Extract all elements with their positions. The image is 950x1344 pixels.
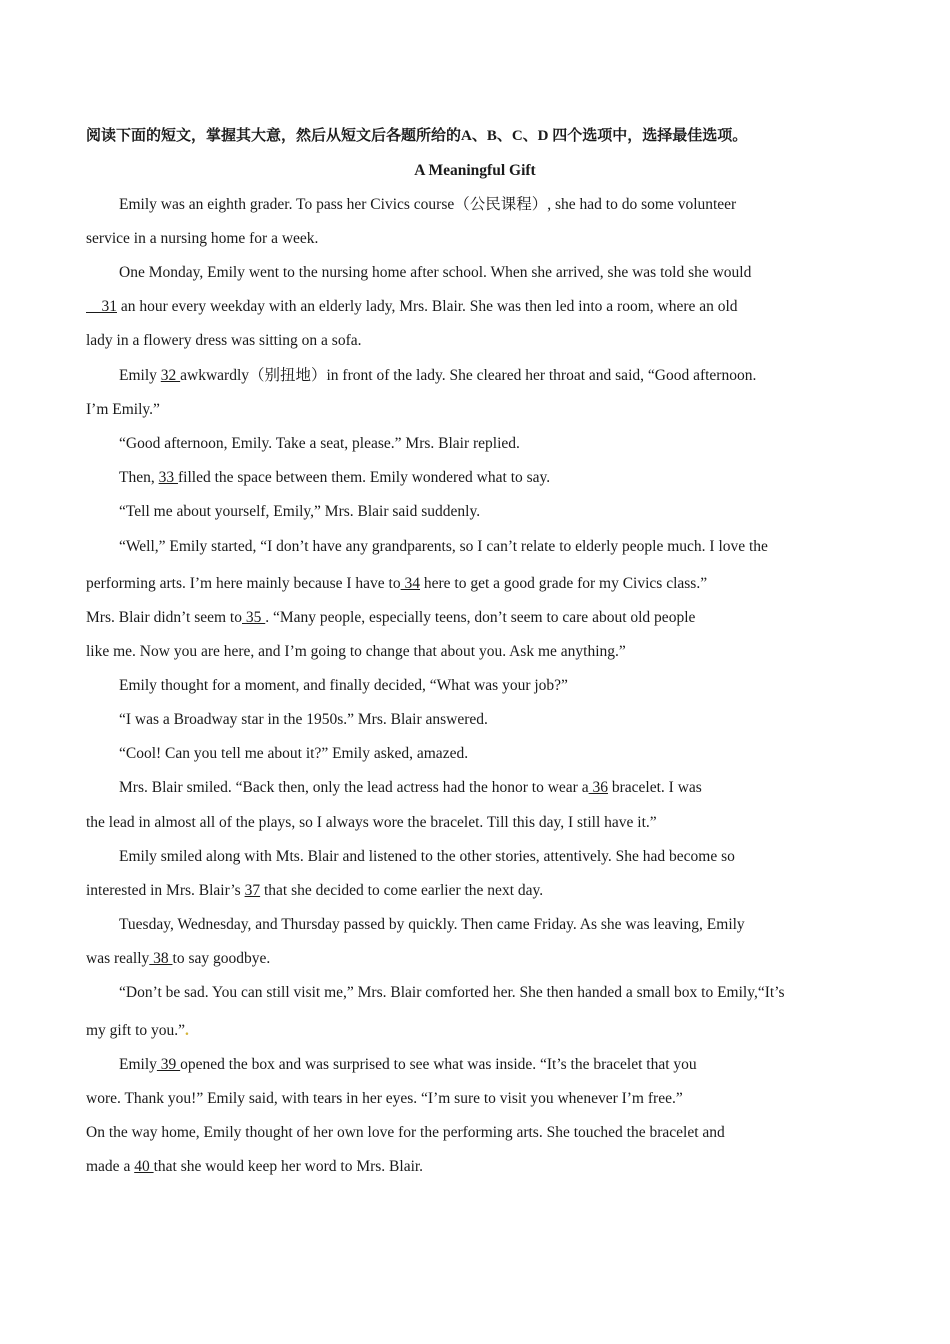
passage-line (119, 366, 756, 386)
passage-line (86, 297, 738, 317)
passage-line: Emily was an eighth grader. To pass her Civics course（公民课程）, she had to do some volunteer (119, 196, 737, 213)
line-text: opened the box and was surprised to see what was inside. “It’s the bracelet that you (180, 1056, 697, 1073)
passage-line (86, 608, 695, 628)
passage-line (119, 468, 550, 488)
passage-line: I’m Emily.” (86, 401, 160, 418)
blank-39: 39 (156, 1056, 181, 1073)
line-text: . “Many people, especially teens, don’t seem to care about old people (265, 609, 696, 626)
line-text: that she decided to come earlier the next day. (260, 882, 544, 899)
line-text: that she would keep her word to Mrs. Blair. (153, 1158, 424, 1175)
blank-31: 31 (86, 298, 117, 315)
line-text: Mrs. Blair didn’t seem to (86, 609, 242, 626)
passage-line: One Monday, Emily went to the nursing home after school. When she arrived, she was told she would (119, 264, 752, 281)
passage-line: the lead in almost all of the plays, so I always wore the bracelet. Till this day, I still have it.” (86, 814, 657, 831)
line-text: to say goodbye. (172, 950, 271, 967)
line-text: filled the space between them. Emily wondered what to say. (177, 469, 551, 486)
passage-line: On the way home, Emily thought of her own love for the performing arts. She touched the bracelet and (86, 1124, 725, 1141)
line-text: here to get a good grade for my Civics class.” (419, 575, 708, 592)
blank-40: 40 (134, 1158, 154, 1175)
passage-line: lady in a flowery dress was sitting on a sofa. (86, 332, 362, 349)
passage-line: service in a nursing home for a week. (86, 230, 319, 247)
line-text: Emily (119, 1056, 157, 1073)
line-text: performing arts. I’m here mainly because I have to (86, 575, 401, 592)
line-text: interested in Mrs. Blair’s (86, 882, 245, 899)
passage-line: wore. Thank you!” Emily said, with tears in her eyes. “I’m sure to visit you whenever I’m free.” (86, 1090, 683, 1107)
line-text: awkwardly（别扭地）in front of the lady. She cleared her throat and said, “Good afternoon. (180, 367, 757, 384)
passage-line: like me. Now you are here, and I’m going to change that about you. Ask me anything.” (86, 643, 626, 660)
passage-line: “Tell me about yourself, Emily,” Mrs. Blair said suddenly. (119, 503, 481, 520)
passage-line: “Don’t be sad. You can still visit me,” Mrs. Blair comforted her. She then handed a small box to Emily,“It’s (119, 984, 785, 1001)
line-text: was really (86, 950, 150, 967)
passage-line (86, 881, 543, 901)
blank-36: 36 (588, 779, 608, 796)
line-text: Mrs. Blair smiled. “Back then, only the lead actress had the honor to wear a (119, 779, 589, 796)
instruction-text: 阅读下面的短文，掌握其大意，然后从短文后各题所给的A、B、C、D 四个选项中，选择最佳选项。 (86, 128, 748, 144)
passage-line: Emily thought for a moment, and finally decided, “What was your job?” (119, 677, 568, 694)
blank-33: 33 (158, 469, 178, 486)
passage-line: “I was a Broadway star in the 1950s.” Mrs. Blair answered. (119, 711, 488, 728)
passage-line (86, 574, 707, 594)
line-text: Emily (119, 367, 161, 384)
passage-title: A Meaningful Gift (414, 162, 536, 179)
blank-35: 35 (242, 609, 266, 626)
line-text: an hour every weekday with an elderly lady, Mrs. Blair. She was then led into a room, where an old (117, 298, 738, 315)
passage-line (119, 1055, 697, 1075)
blank-32: 32 (160, 367, 181, 384)
blank-38: 38 (149, 950, 173, 967)
passage-line (119, 778, 702, 798)
line-text: made a (86, 1158, 135, 1175)
passage-line: “Cool! Can you tell me about it?” Emily asked, amazed. (119, 745, 469, 762)
passage-line: Tuesday, Wednesday, and Thursday passed by quickly. Then came Friday. As she was leaving, Emily (119, 916, 745, 933)
passage-line: Emily smiled along with Mts. Blair and listened to the other stories, attentively. She had become so (119, 848, 735, 865)
stray-dot: . (185, 1022, 189, 1039)
passage-line: “Good afternoon, Emily. Take a seat, please.” Mrs. Blair replied. (119, 435, 520, 452)
passage-line (86, 1021, 189, 1041)
passage-line (86, 1157, 423, 1177)
passage-line (86, 949, 270, 969)
blank-34: 34 (400, 575, 420, 592)
line-text: my gift to you.” (86, 1022, 186, 1039)
passage-line: “Well,” Emily started, “I don’t have any grandparents, so I can’t relate to elderly people much. I love the (119, 538, 768, 555)
blank-37: 37 (244, 882, 261, 899)
line-text: bracelet. I was (607, 779, 702, 796)
line-text: Then, (119, 469, 159, 486)
